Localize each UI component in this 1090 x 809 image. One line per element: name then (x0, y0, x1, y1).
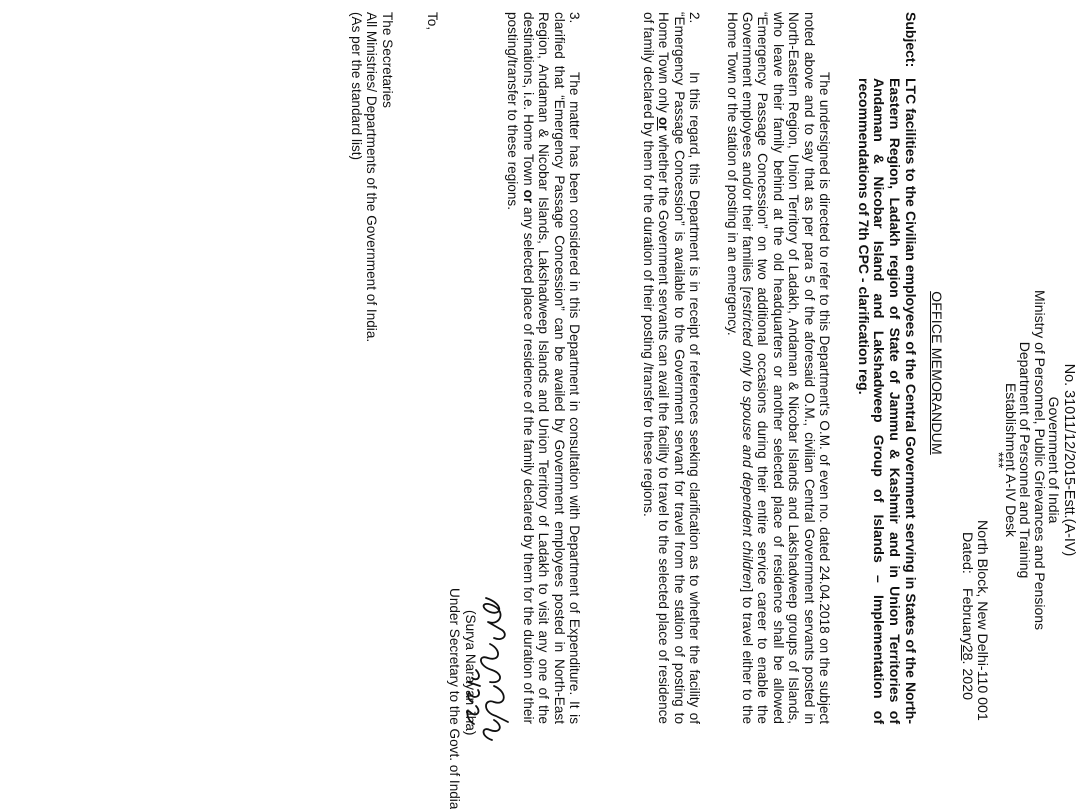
addressee-line-1: The Secretaries (379, 12, 395, 108)
paragraph-1-text-a: The undersigned is directed to refer to this Department's O.M. of even no. dated 24.04.2018 on the subject noted above and to say that as per para 5 of the aforesaid O.M., civilian Central Government servants posted in North-Eastern Region, Union Territory of Ladakh, Andaman & Nicobar Islands and Lakshadweep groups of Islands, who leave their family behind at the old headquarters or another selected place of residence shall be allowed “Emergency Passage Concession” on two additional occasions during their entire service career to enable the Government employees and/or their families [ (739, 12, 832, 724)
place-and-date (960, 520, 989, 760)
ministry-name: Ministry of Personnel, Public Grievances and Pensions (1031, 289, 1048, 631)
date-label: Dated: (959, 532, 976, 574)
paragraph-2-text-b: whether the Government servants can avail the facility to travel to the selected place of residence of family declared by them for the duration of their posting /transfer to these regions. (640, 12, 672, 724)
paragraph-2-text-a: In this regard, this Department is in receipt of references seeking clarification as to whether the facility of “Emergency Passage Concession” is available to the Government servant for travel from the station of posting to Home Town only (656, 12, 702, 724)
addressee-line-3: (As per the standard list) (348, 12, 364, 161)
department-name: Department of Personnel and Training (1017, 341, 1034, 579)
paragraph-3-number: 3. (567, 12, 582, 24)
paragraph-3 (505, 12, 582, 724)
date-line (960, 520, 975, 760)
letterhead (991, 180, 1077, 740)
addressee-line-2: All Ministries/ Departments of the Government of India. (364, 12, 380, 343)
paragraph-2-number: 2. (687, 12, 702, 24)
paragraph-2-or: or (656, 116, 672, 131)
paragraph-1 (724, 12, 832, 724)
date-year: . 2020 (959, 660, 976, 700)
paragraph-3-text-a: The matter has been considered in this Department in consultation with Department of Expenditure. It is clarified that “Emergency Passage Concession” can be availed by Government employees posted in North-East Region, Andaman & Nicobar Islands, Lakshadweep Islands and Union Territory of Ladakh to visit any one of the destinations, i.e. Home Town (520, 12, 582, 724)
date-month: February (959, 587, 976, 645)
addressee-block (348, 12, 440, 712)
government-name: Government of India (1046, 396, 1063, 524)
paragraph-1-body (724, 12, 832, 724)
desk-name: Establishment A-IV Desk (1002, 382, 1019, 538)
paragraph-2 (640, 12, 702, 724)
place: North Block, New Delhi-110 001 (974, 520, 990, 721)
paragraph-1-italic: restricted only to spouse and dependent children (739, 290, 755, 589)
paragraph-3-body (505, 12, 582, 724)
paragraph-1-text-b: ] to travel either to the Home Town or the station of posting in an emergency. (724, 12, 755, 725)
paragraph-2-body (640, 12, 702, 724)
paragraph-3-text-b: any selected place of residence of the family declared by them for the duration of their posting/transfer to these regions. (505, 12, 536, 724)
to-label: To, (425, 12, 440, 31)
subject-block (855, 12, 918, 724)
date-day: 28 (959, 644, 976, 661)
signatory-designation: Under Secretary to the Govt. of India (447, 588, 462, 809)
reference-number: No. 31011/12/2015-Estt.(A-IV) (1061, 363, 1077, 557)
subject-text: LTC facilities to the Civilian employees of the Central Government serving in States of the North-Eastern Region, Ladakh region of State of Jammu & Kashmir and in Union Territories of Andaman & Nicobar Island and Lakshadweep Group of Islands – Implementation of recommendations of 7th CPC - clarification reg. (855, 78, 919, 724)
document-title: OFFICE MEMORANDUM (929, 291, 945, 455)
separator-stars: *** (991, 451, 1008, 469)
signatory-name: (Surya Narayan Jha) (463, 610, 478, 736)
subject-label: Subject: (903, 12, 919, 68)
paragraph-3-or: or (520, 189, 536, 204)
